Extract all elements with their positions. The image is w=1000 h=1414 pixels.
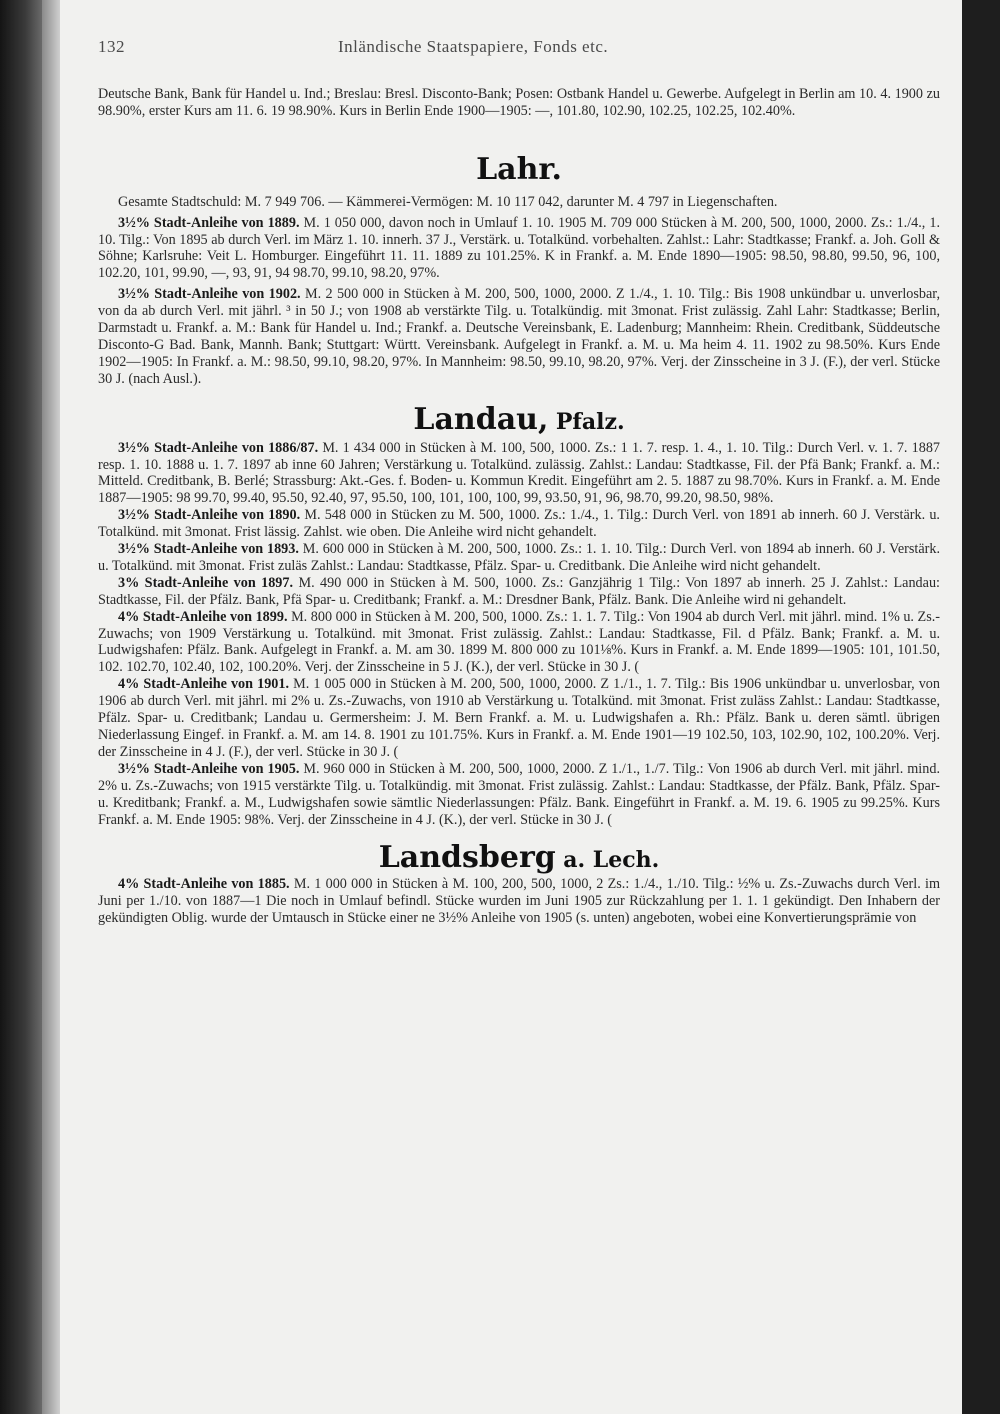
- page-header: [98, 37, 940, 63]
- lahr-bond-1889-title: 3½% Stadt-Anleihe von 1889.: [118, 214, 300, 231]
- landau-paragraph-4: [98, 575, 940, 609]
- section-heading-landsberg: [98, 840, 940, 876]
- landau-bond-1905-text: M. 960 000 in Stücken à M. 200, 500, 1000, 2000. Z 1./1., 1./7. Tilg.: Von 1906 ab durch Verl. mit jährl. mind. 2% u. Zs.-Zuwachs; von 1915 verstärkte Tilg. u. Totalkündig. mit 3monat. Frist zulässig. Zahlst.: Landau: Stadtkasse, der Pfälz. Bank, Pfälz. Spar- u. Kreditbank; Frankf. a. M., Ludwigshafen sowie sämtlic Niederlassungen: Pfälz. Bank. Eingeführt in Frankf. a. M. 19. 6. 1905 zu 99.25%. Kurs Frankf. a. M. Ende 1905: 98%. Verj. der Zinsscheine in 4 J. (K.), der verl. Stücke in 30 J. (: [98, 760, 940, 828]
- landsberg-bond-1885-text: M. 1 000 000 in Stücken à M. 100, 200, 500, 1000, 2 Zs.: 1./4., 1./10. Tilg.: ½% u. Zs.-Zuwachs durch Verl. im Juni per 1./10. von 1887—1 Die noch in Umlauf befindl. Stücke wurden im Juni 1905 zur Rückzahlung per 1. 1. 1 gekündigt. Den Inhabern der gekündigten Oblig. wurde der Umtausch in Stücke einer ne 3½% Anleihe von 1905 (s. unten) angeboten, wobei eine Konvertierungsprämie von: [98, 876, 940, 927]
- book-binding: [0, 0, 42, 1414]
- landau-bond-1890-title: 3½% Stadt-Anleihe von 1890.: [118, 507, 301, 524]
- lahr-paragraph-3: [98, 286, 940, 387]
- heading-landsberg-sub: a. Lech.: [563, 847, 660, 874]
- lahr-bond-1889-text: M. 1 050 000, davon noch in Umlauf 1. 10. 1905 M. 709 000 Stücken à M. 200, 500, 1000, 2000. Zs.: 1./4., 1. 10. Tilg.: Von 1895 ab durch Verl. im März 1. 10. innerh. 37 J., Verstärk. u. Totalkünd. vorbehalten. Zahlst.: Lahr: Stadtkasse; Frankf. a. Joh. Goll & Söhne; Karlsruhe: Veit L. Homburger. Eingeführt 11. 11. 1889 zu 101.25%. K in Frankf. a. M. Ende 1890—1905: 98.50, 98.80, 99.50, 96, 100, 102.20, 101, 99.90, —, 93, 91, 94 98.70, 99.10, 98.20, 97%.: [98, 214, 940, 282]
- landau-bond-1893-text: M. 600 000 in Stücken à M. 200, 500, 1000. Zs.: 1. 1. 10. Tilg.: Durch Verl. von 1894 ab innerh. 60 J. Verstärk. u. Totalkünd. mit 3monat. Frist zuläs Zahlst.: Landau: Stadtkasse, Pfälz. Spar- u. Creditbank. Die Anleihe wird nicht gehandelt.: [98, 541, 941, 574]
- intro-paragraph: Deutsche Bank, Bank für Handel u. Ind.; Breslau: Bresl. Disconto-Bank; Posen: Ostbank Handel u. Gewerbe. Aufgelegt in Berlin am 10. 4. 1900 zu 98.90%, erster Kurs am 11. 6. 19 98.90%. Kurs in Berlin Ende 1900—1905: —, 101.80, 102.90, 102.25, 102.25, 102.40%.: [98, 86, 940, 119]
- landau-paragraph-3: [98, 541, 940, 575]
- landau-bond-1899-text: M. 800 000 in Stücken à M. 200, 500, 1000. Zs.: 1. 1. 7. Tilg.: Von 1904 ab durch Verl. mit jährl. mind. 1% u. Zs.-Zuwachs; von 1909 Verstärkung u. Totalkünd. mit 3monat. Frist zulässig. Zahlst.: Landau: Stadtkasse, Fil. d Pfälz. Bank; Frankf. a. M. u. Ludwigshafen: Pfälz. Bank. Aufgelegt in Frankf. a. M. am 30. 1899 M. 800 000 zu 101⅛%. Kurs in Frankf. a. M. Ende 1899—1905: 101, 101.50, 102. 102.70, 102.40, 102, 100.20%. Verj. der Zinsscheine in 5 J. (K.), der verl. Stücke in 30 J. (: [98, 608, 940, 676]
- page-body: [98, 86, 940, 927]
- page-gutter: [42, 0, 60, 1414]
- landau-bond-1897-text: M. 490 000 in Stücken à M. 500, 1000. Zs.: Ganzjährig 1 Tilg.: Von 1897 ab innerh. 25 J. Zahlst.: Landau: Stadtkasse, Fil. der Pfälz. Bank, Pfä Spar- u. Creditbank; Frankf. a. M.: Dresdner Bank, Pfälz. Bank. Die Anleihe wird ni gehandelt.: [98, 574, 940, 608]
- landau-bond-1886-text: M. 1 434 000 in Stücken à M. 100, 500, 1000. Zs.: 1 1. 7. resp. 1. 4., 1. 10. Tilg.: Durch Verl. v. 1. 7. 1887 resp. 1. 10. 1888 u. 1. 7. 1897 ab inne 60 Jahren; Verstärkung u. Totalkünd. zulässig. Zahlst.: Landau: Stadtkasse, Fil. der Pfä Bank; Frankf. a. M.: Mitteld. Creditbank, B. Berlé; Strassburg: Akt.-Ges. f. Boden- u. Kommun Kredit. Eingeführt am 2. 5. 1887 zu 98.70%. Kurs in Frankf. a. M. Ende 1887—1905: 98 99.70, 99.40, 95.50, 92.40, 97, 95.50, 100, 101, 100, 100, 99, 93.50, 91, 96, 98.70, 99.20, 98.50, 98%.: [98, 439, 941, 507]
- landau-bond-1899-title: 4% Stadt-Anleihe von 1899.: [118, 608, 288, 625]
- landau-paragraph-7: [98, 761, 940, 829]
- scan-edge: [962, 0, 1000, 1414]
- running-title: Inländische Staatspapiere, Fonds etc.: [338, 37, 609, 56]
- landau-paragraph-6: [98, 676, 940, 761]
- landau-bond-1886-title: 3½% Stadt-Anleihe von 1886/87.: [118, 439, 319, 456]
- landau-paragraph-2: [98, 507, 940, 541]
- lahr-paragraph-1: Gesamte Stadtschuld: M. 7 949 706. — Kämmerei-Vermögen: M. 10 117 042, darunter M. 4 797 in Liegenschaften.: [118, 193, 778, 210]
- lahr-bond-1902-text: M. 2 500 000 in Stücken à M. 200, 500, 1000, 2000. Z 1./4., 1. 10. Tilg.: Bis 1908 unkündbar u. unverlosbar, von da ab durch Verl. mit jährl. ³ in 50 J.; von 1908 ab verstärkte Tilg. u. Totalkündig. mit 3monat. Frist zulässig. Zahl Lahr: Stadtkasse; Berlin, Darmstadt u. Frankf. a. M.: Bank für Handel u. Ind.; Frankf. a. Deutsche Vereinsbank, E. Ladenburg; Mannheim: Rhein. Creditbank, Süddeutsche Disconto-G Bad. Bank, Mannh. Bank; Stuttgart: Württ. Vereinsbank. Aufgelegt in Frankf. a. M. u. Ma heim 4. 11. 1902 zu 98.50%. Kurs Ende 1902—1905: In Frankf. a. M.: 98.50, 99.10, 98.20, 97%. In Mannheim: 98.50, 99.10, 98.20, 97%. Verj. der Zinsscheine in 3 J. (F.), der verl. Stücke 30 J. (nach Ausl.).: [98, 286, 941, 387]
- landau-bond-1890-text: M. 548 000 in Stücken zu M. 500, 1000. Zs.: 1./4., 1. Tilg.: Durch Verl. von 1891 ab innerh. 60 J. Verstärk. u. Totalkünd. mit 3monat. Frist lässig. Zahlst. wie oben. Die Anleihe wird nicht gehandelt.: [98, 507, 940, 541]
- landsberg-bond-1885-title: 4% Stadt-Anleihe von 1885.: [118, 876, 290, 893]
- heading-lahr-title: Lahr.: [476, 151, 562, 187]
- landau-paragraph-1: [98, 440, 940, 508]
- lahr-paragraph-2: [98, 215, 940, 283]
- page-number: 132: [98, 37, 125, 56]
- landau-paragraph-5: [98, 609, 940, 677]
- landau-bond-1901-text: M. 1 005 000 in Stücken à M. 200, 500, 1000, 2000. Z 1./1., 1. 7. Tilg.: Bis 1906 unkündbar u. unverlosbar, von 1906 ab durch Verl. mit jährl. mi 2% u. Zs.-Zuwachs, von 1910 ab Verstärkung u. Totalkünd. mit 3monat. Frist zuläss Zahlst.: Landau: Stadtkasse, Pfälz. Spar- u. Creditbank; Landau u. Germersheim: J. M. Bern Frankf. a. M. u. Ludwigshafen a. Rh.: Pfälz. Bank u. deren sämtl. übrigen Niederlassung Eingef. in Frankf. a. M. am 14. 8. 1901 zu 101.75%. Kurs in Frankf. a. M. Ende 1901—19 102.50, 103, 102.90, 102, 100.20%. Verj. der Zinsscheine in 4 J. (F.), der verl. Stücke in 30 J. (: [98, 676, 940, 760]
- landau-bond-1905-title: 3½% Stadt-Anleihe von 1905.: [118, 760, 300, 777]
- landsberg-paragraph-1: [98, 876, 940, 927]
- heading-landsberg-title: Landsberg: [378, 840, 556, 876]
- landau-bond-1901-title: 4% Stadt-Anleihe von 1901.: [118, 676, 290, 693]
- section-heading-lahr: [98, 151, 940, 187]
- heading-landau-sub: Pfalz.: [555, 408, 625, 435]
- landau-bond-1893-title: 3½% Stadt-Anleihe von 1893.: [118, 541, 299, 558]
- heading-landau-title: Landau,: [413, 401, 549, 437]
- lahr-bond-1902-title: 3½% Stadt-Anleihe von 1902.: [118, 286, 301, 303]
- landau-bond-1897-title: 3% Stadt-Anleihe von 1897.: [118, 574, 294, 591]
- section-heading-landau: [98, 401, 940, 437]
